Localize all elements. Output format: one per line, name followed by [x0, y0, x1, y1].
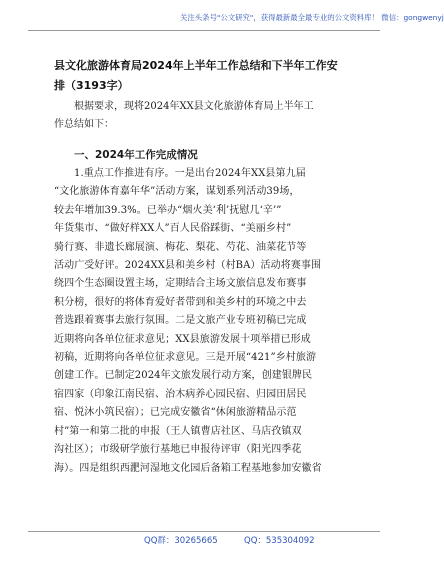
footer — [0, 534, 408, 548]
body-line: “文化旅游体育嘉年华”活动方案，谋划系列活动39场， — [54, 186, 300, 198]
intro-line: 根据要求，现将2024年XX县文化旅游体育局上半年工 — [74, 101, 314, 112]
section-heading: 一、2024年工作完成情况 — [74, 149, 198, 161]
body-line: 较去年增加39.3%。已举办“烟火美‘利’抚慰几‘辛’” — [54, 204, 282, 216]
body-paragraph — [54, 165, 360, 478]
body-line: 宿四家（印象江南民宿、治木病养心园民宿、归园田居民 — [54, 388, 307, 400]
header-divider — [28, 30, 380, 31]
title-line: 县文化旅游体育局2024年上半年工作总结和下半年工作安 — [54, 59, 338, 72]
intro-paragraph — [54, 98, 360, 134]
body-line: 初稿，近期将向各单位征求意见。三是开展“421”乡村旅游 — [54, 352, 317, 364]
body-line: 活动广受好评。2024XX县和美乡村（村BA）活动将赛事围 — [54, 260, 322, 272]
body-line: 绕四个生态圈设置主场，定期结合主场文旅信息发布赛事 — [54, 278, 307, 290]
body-line: 沟社区）；市级研学旅行基地已申报待评审（阳光四季花 — [54, 444, 302, 456]
body-line: 创建工作。已制定2024年文旅发展行动方案，创建银牌民 — [54, 370, 313, 382]
body-line: 宿、悦沐小筑民宿）；已完成安徽省“休闲旅游精品示范 — [54, 407, 297, 419]
body-line: 骑行赛、非遗长廊展演、梅花、梨花、芍花、油菜花节等 — [54, 241, 307, 253]
footer-qq-contact: QQ：535304092 — [244, 536, 315, 546]
body-line: 积分榜，很好的将体育爱好者带到和美乡村的环境之中去 — [54, 296, 307, 308]
body-line: 年货集市、“做好样XX人”百人民俗踩街、“美丽乡村” — [54, 223, 292, 235]
document-title — [54, 56, 360, 96]
intro-line: 作总结如下： — [54, 119, 114, 130]
title-line: 排（3193字） — [54, 79, 129, 92]
body-line: 海）。四是组织西淝河湿地文化园后备箱工程基地参加安徽省 — [54, 462, 322, 474]
footer-divider — [28, 531, 380, 532]
body-line: 普选跟着赛事去旅行氛围。二是文旅产业专班初稿已完成 — [54, 315, 307, 327]
body-line: 1.重点工作推进有序。一是出台2024年XX县第九届 — [74, 168, 306, 179]
body-line: 近期将向各单位征求意见；XX县旅游发展十项举措已形成 — [54, 333, 311, 345]
footer-qq-group: QQ群：30265665 — [144, 536, 218, 546]
body-line: 村”第一和第二批的申报（王人镇曹店社区、马店孜镇双 — [54, 425, 302, 437]
header-note: 关注头条号"公文研究"，获得最新最全最专业的公文资料库！ 微信：gongwenyj — [180, 13, 444, 22]
